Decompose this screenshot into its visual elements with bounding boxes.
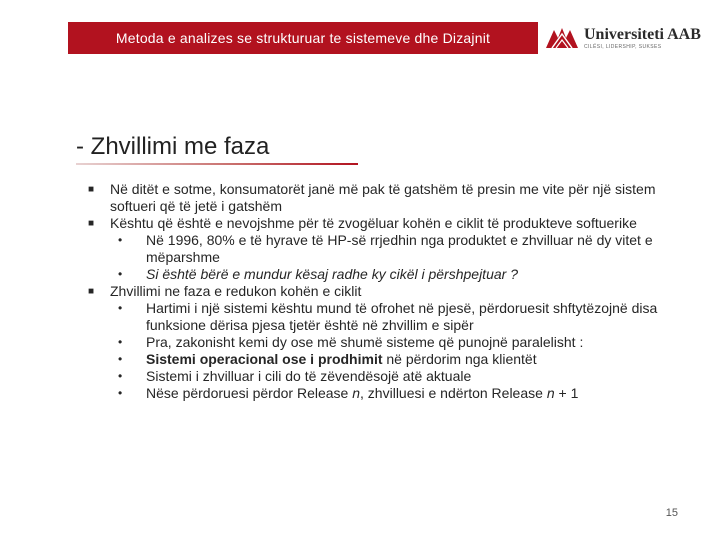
- sub-bullet-text: Hartimi i një sistemi kështu mund të ofrohet në pjesë, përdoruesit shftytëzojnë disa funksione dërisa pjesa tjetër është në zhvillim e sipër: [146, 300, 658, 333]
- page-number: 15: [665, 507, 678, 519]
- release-variable: n: [352, 385, 361, 401]
- sub-bullet-text: + 1: [554, 385, 579, 401]
- dot-bullet-icon: •: [118, 301, 123, 315]
- header-title: Metoda e analizes se strukturuar te sistemeve dhe Dizajnit: [115, 30, 491, 46]
- sub-bullet-text: Në 1996, 80% e të hyrave të HP-së rrjedhin nga produktet e zhvilluar në dy vitet e mëparshme: [146, 232, 653, 265]
- bullet-text: Në ditët e sotme, konsumatorët janë më pak të gatshëm të presin me vite për një sistem softueri që të jetë i gatshëm: [110, 181, 656, 214]
- square-bullet-icon: ■: [88, 286, 95, 297]
- sub-bullet-text: Nëse përdoruesi përdor Release: [146, 385, 353, 401]
- bullet-item: [88, 215, 678, 232]
- square-bullet-icon: ■: [88, 218, 95, 229]
- square-bullet-icon: ■: [88, 184, 95, 195]
- sub-bullet-item: [88, 300, 678, 334]
- logo-name: Universiteti AAB: [584, 25, 701, 43]
- university-emblem-icon: [544, 24, 580, 52]
- sub-bullet-item: [88, 368, 678, 385]
- dot-bullet-icon: •: [118, 352, 123, 366]
- university-logo: [544, 22, 714, 54]
- logo-tagline: CILËSI, LIDERSHIP, SUKSES: [584, 43, 662, 50]
- dot-bullet-icon: •: [118, 267, 123, 281]
- bullet-item: [88, 283, 678, 300]
- bullet-item: [88, 181, 678, 215]
- sub-bullet-item: [88, 266, 678, 283]
- dot-bullet-icon: •: [118, 233, 123, 247]
- slide-title: - Zhvillimi me faza: [76, 133, 270, 160]
- dot-bullet-icon: •: [118, 386, 123, 400]
- bullet-text: Zhvillimi ne faza e redukon kohën e ciklit: [110, 283, 362, 299]
- bullet-text: Kështu që është e nevojshme për të zvogëluar kohën e ciklit të produkteve softuerike: [110, 215, 637, 231]
- sub-bullet-text: , zhvilluesi e ndërton Release: [360, 385, 547, 401]
- sub-bullet-item: [88, 334, 678, 351]
- sub-bullet-item: [88, 385, 678, 402]
- sub-bullet-item: [88, 232, 678, 266]
- sub-bullet-text: Si është bërë e mundur kësaj radhe ky cikël i përshpejtuar ?: [146, 266, 518, 282]
- sub-bullet-text: Pra, zakonisht kemi dy ose më shumë sisteme që punojnë paralelisht :: [146, 334, 584, 350]
- sub-bullet-text: në përdorim nga klientët: [382, 351, 537, 367]
- dot-bullet-icon: •: [118, 369, 123, 383]
- sub-bullet-item: [88, 351, 678, 368]
- title-underline: [76, 163, 358, 165]
- header-bar: [68, 22, 538, 54]
- slide-content: [88, 181, 678, 402]
- release-variable: n: [546, 385, 555, 401]
- dot-bullet-icon: •: [118, 335, 123, 349]
- sub-bullet-text: Sistemi i zhvilluar i cili do të zëvendësojë atë aktuale: [146, 368, 472, 384]
- sub-bullet-bold-text: Sistemi operacional ose i prodhimit: [146, 351, 383, 367]
